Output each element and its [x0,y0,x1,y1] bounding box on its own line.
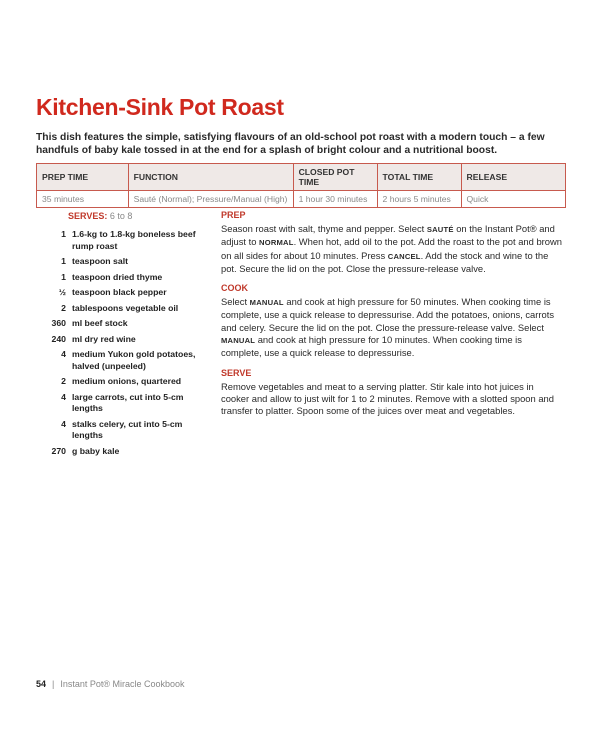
ingredient-item [36,349,206,372]
ingredient-qty: 2 [61,376,66,386]
ingredient-name: 1.6-kg to 1.8-kg boneless beef rump roast [72,229,196,251]
step-text: Select [221,296,250,308]
keyword-manual: MANUAL [249,298,284,308]
serves-label: SERVES: [68,211,108,221]
value-function: Sauté (Normal); Pressure/Manual (High) [128,191,293,208]
keyword-manual: MANUAL [221,336,256,346]
ingredient-name: ml dry red wine [72,333,136,344]
ingredient-name: g baby kale [72,445,120,456]
value-prep-time: 35 minutes [37,191,129,208]
value-release: Quick [461,191,566,208]
ingredient-item [36,419,206,442]
ingredient-qty: 270 [51,445,66,456]
ingredient-qty: 2 [61,302,66,313]
keyword-cancel: CANCEL [387,251,421,261]
method-section [221,210,563,426]
serves-line [68,211,132,221]
ingredient-name: medium onions, quartered [72,376,182,386]
ingredient-name: teaspoon black pepper [72,287,167,297]
ingredient-qty: 1 [61,256,66,266]
recipe-info-table [36,163,566,208]
ingredient-qty: 360 [51,318,66,328]
step-text: Season roast with salt, thyme and pepper. Select [221,223,427,234]
page-number: 54 [36,679,47,689]
keyword-saute: SAUTÉ [426,225,454,234]
step-body-prep [221,223,563,275]
ingredient-name: ml beef stock [72,318,128,328]
step-body-serve: Remove vegetables and meat to a serving platter. Stir kale into hot juices in cooker and allow to just wilt for 1 to 2 minutes. Remove with a slotted spoon and transfer to platter. Spoon some of the juices over meat and vegetables. [221,380,554,417]
ingredient-name: large carrots, cut into 5-cm lengths [72,391,184,413]
recipe-intro: This dish features the simple, satisfying flavours of an old-school pot roast with a modern touch – a few handfuls of baby kale tossed in at the end for a splash of bright colour and a nutritional boost. [36,132,545,156]
ingredient-item [36,318,206,330]
ingredient-qty: 4 [61,391,66,402]
step-body-cook [221,296,563,359]
ingredient-item [36,446,206,458]
ingredient-item [36,229,206,252]
info-table-value-row [37,191,566,208]
ingredient-item [36,287,206,299]
ingredient-list [36,229,206,461]
ingredient-qty: 4 [61,349,66,359]
step-title-cook: COOK [221,283,248,294]
ingredient-name: teaspoon salt [72,256,128,266]
step-title-prep: PREP [221,210,246,220]
step-text: . When hot, add oil to the pot. Add the roast to the pot and brown on all sides for about 10 minutes. Press [221,236,562,261]
ingredient-name: medium Yukon gold potatoes, halved (unpeeled) [72,349,196,371]
header-function: FUNCTION [128,164,293,191]
value-total-time: 2 hours 5 minutes [377,191,461,208]
ingredient-name: teaspoon dried thyme [72,271,163,282]
book-title: Instant Pot® Miracle Cookbook [60,679,185,689]
ingredient-qty: 1 [61,229,66,239]
header-prep-time: PREP TIME [37,164,129,191]
ingredient-item [36,392,206,415]
step-title-serve: SERVE [221,367,252,378]
ingredient-qty: 240 [51,333,66,344]
ingredient-item [36,272,206,284]
ingredient-item [36,334,206,346]
step-text: on the Instant Pot® and adjust to [221,223,555,248]
value-closed-pot-time: 1 hour 30 minutes [293,191,377,208]
serves-value: 6 to 8 [109,211,133,221]
page-footer [36,679,185,689]
step-text: and cook at high pressure for 50 minutes. When cooking time is complete, use a quick release to depressurise. Add the potatoes, onions, carrots and celery. Secure the lid on the pot. Close the pressure-release valve. Select [221,296,555,333]
ingredient-qty: 4 [61,418,66,429]
ingredient-name: tablespoons vegetable oil [72,302,179,313]
ingredient-qty: 1 [61,271,66,282]
footer-separator: | [52,679,55,689]
ingredient-name: stalks celery, cut into 5-cm lengths [72,418,183,440]
ingredient-item [36,376,206,388]
ingredient-item [36,256,206,268]
step-text: . Add the stock and wine to the pot. Secure the lid on the pot. Close the pressure-release valve. [221,249,549,274]
header-release: RELEASE [461,164,566,191]
header-closed-pot-time: CLOSED POT TIME [293,164,377,191]
step-text: and cook at high pressure for 10 minutes. When cooking time is complete, use a quick release to depressurise. [221,334,522,359]
recipe-title: Kitchen-Sink Pot Roast [36,94,284,120]
info-table-header-row [37,164,566,191]
ingredient-qty: ½ [58,287,66,297]
ingredient-item [36,303,206,315]
header-total-time: TOTAL TIME [377,164,461,191]
keyword-normal: NORMAL [259,238,294,248]
